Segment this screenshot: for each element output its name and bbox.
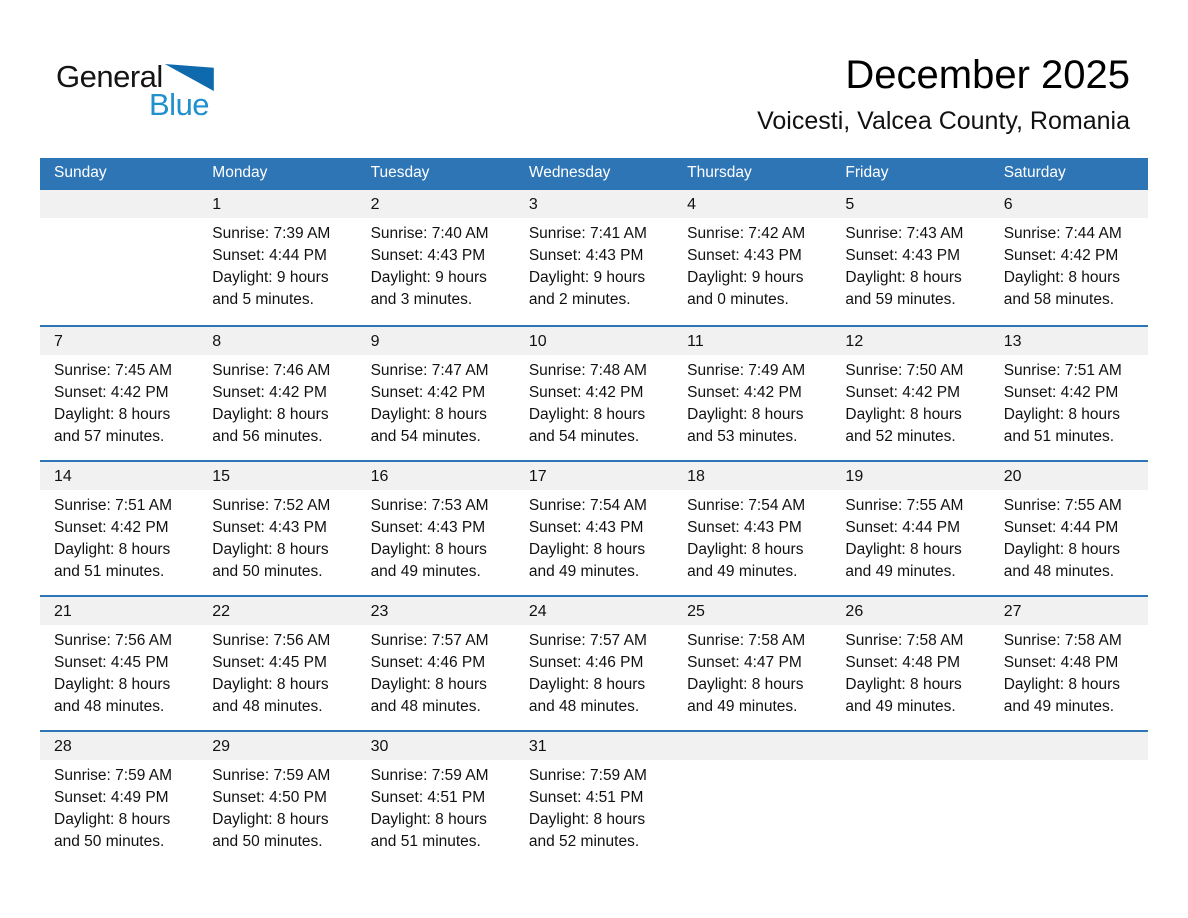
sunset-line: Sunset: 4:48 PM <box>1003 654 1119 671</box>
sunset-line: Sunset: 4:44 PM <box>845 519 961 536</box>
day-details <box>990 355 1148 448</box>
daylight-line-minutes: and 58 minutes. <box>1003 291 1114 308</box>
daylight-line-minutes: and 5 minutes. <box>212 291 314 308</box>
weekday-header-monday: Monday <box>212 164 268 181</box>
daylight-line-hours: Daylight: 8 hours <box>1003 541 1121 558</box>
daylight-line-hours: Daylight: 8 hours <box>212 811 329 828</box>
day-cell-28 <box>40 732 198 865</box>
weekday-header-wednesday: Wednesday <box>528 164 611 181</box>
sunset-line: Sunset: 4:42 PM <box>1003 384 1119 401</box>
daylight-line-hours: Daylight: 8 hours <box>687 541 804 558</box>
sunset-line: Sunset: 4:43 PM <box>212 519 327 536</box>
week-row <box>40 730 1148 865</box>
daylight-line-hours: Daylight: 8 hours <box>528 811 646 828</box>
sunrise-line: Sunrise: 7:51 AM <box>54 497 173 514</box>
day-cell-16 <box>357 462 515 595</box>
sunrise-line: Sunrise: 7:59 AM <box>528 767 647 784</box>
sunrise-line: Sunrise: 7:44 AM <box>1003 225 1122 242</box>
sunset-line: Sunset: 4:42 PM <box>54 384 169 401</box>
daylight-line-hours: Daylight: 8 hours <box>845 676 962 693</box>
sunset-line: Sunset: 4:42 PM <box>54 519 169 536</box>
daylight-line-minutes: and 59 minutes. <box>845 291 956 308</box>
day-cell-11 <box>673 327 831 460</box>
sunrise-line: Sunrise: 7:39 AM <box>212 225 331 242</box>
daylight-line-minutes: and 3 minutes. <box>370 291 473 308</box>
daylight-line-hours: Daylight: 8 hours <box>370 406 487 423</box>
daylight-line-hours: Daylight: 9 hours <box>370 269 487 286</box>
day-details <box>831 355 989 448</box>
daylight-line-minutes: and 54 minutes. <box>370 428 481 445</box>
day-cell-26 <box>831 597 989 730</box>
sunset-line: Sunset: 4:46 PM <box>370 654 486 671</box>
day-details <box>357 490 515 583</box>
daylight-line-minutes: and 48 minutes. <box>528 698 640 715</box>
day-cell-23 <box>357 597 515 730</box>
sunset-line: Sunset: 4:45 PM <box>54 654 169 671</box>
daylight-line-hours: Daylight: 8 hours <box>54 676 171 693</box>
empty-day-cell <box>990 732 1148 865</box>
sunrise-line: Sunrise: 7:47 AM <box>370 362 489 379</box>
daylight-line-minutes: and 49 minutes. <box>687 563 798 580</box>
daylight-line-minutes: and 48 minutes. <box>1003 563 1114 580</box>
sunrise-line: Sunrise: 7:57 AM <box>528 632 647 649</box>
sunset-line: Sunset: 4:47 PM <box>687 654 802 671</box>
day-details <box>831 218 989 311</box>
day-number: 13 <box>990 327 1148 355</box>
day-details <box>673 490 831 583</box>
day-cell-3 <box>515 190 673 325</box>
daylight-line-minutes: and 52 minutes. <box>845 428 956 445</box>
daylight-line-minutes: and 48 minutes. <box>212 698 323 715</box>
daylight-line-hours: Daylight: 9 hours <box>687 269 804 286</box>
empty-day-cell <box>673 732 831 865</box>
day-number <box>990 732 1148 760</box>
daylight-line-hours: Daylight: 8 hours <box>1003 406 1121 423</box>
daylight-line-hours: Daylight: 9 hours <box>528 269 646 286</box>
day-cell-8 <box>198 327 356 460</box>
sunrise-line: Sunrise: 7:59 AM <box>212 767 331 784</box>
page-subtitle: Voicesti, Valcea County, Romania <box>757 107 1130 135</box>
day-details <box>40 625 198 718</box>
daylight-line-minutes: and 50 minutes. <box>212 563 323 580</box>
day-number: 15 <box>198 462 356 490</box>
sunset-line: Sunset: 4:48 PM <box>845 654 961 671</box>
day-details <box>673 355 831 448</box>
weekday-header-row <box>40 158 1148 190</box>
sunset-line: Sunset: 4:43 PM <box>687 519 802 536</box>
day-number: 23 <box>357 597 515 625</box>
sunset-line: Sunset: 4:49 PM <box>54 789 169 806</box>
day-details <box>831 490 989 583</box>
day-cell-15 <box>198 462 356 595</box>
weekday-header-saturday: Saturday <box>1003 164 1066 181</box>
day-details <box>357 355 515 448</box>
sunrise-line: Sunrise: 7:56 AM <box>54 632 173 649</box>
day-details <box>198 760 356 853</box>
day-number: 28 <box>40 732 198 760</box>
daylight-line-hours: Daylight: 8 hours <box>1003 676 1121 693</box>
sunrise-line: Sunrise: 7:42 AM <box>687 225 806 242</box>
weekday-header-tuesday: Tuesday <box>370 164 430 181</box>
daylight-line-minutes: and 54 minutes. <box>528 428 640 445</box>
day-cell-29 <box>198 732 356 865</box>
daylight-line-minutes: and 49 minutes. <box>528 563 640 580</box>
sunrise-line: Sunrise: 7:58 AM <box>1003 632 1122 649</box>
sunset-line: Sunset: 4:42 PM <box>370 384 486 401</box>
day-cell-19 <box>831 462 989 595</box>
daylight-line-minutes: and 49 minutes. <box>687 698 798 715</box>
day-details <box>990 218 1148 311</box>
sunrise-line: Sunrise: 7:54 AM <box>528 497 647 514</box>
sunset-line: Sunset: 4:43 PM <box>687 247 802 264</box>
day-cell-13 <box>990 327 1148 460</box>
week-row <box>40 190 1148 325</box>
day-number: 17 <box>515 462 673 490</box>
day-cell-21 <box>40 597 198 730</box>
daylight-line-minutes: and 57 minutes. <box>54 428 165 445</box>
daylight-line-minutes: and 50 minutes. <box>212 833 323 850</box>
day-number: 9 <box>357 327 515 355</box>
sunrise-line: Sunrise: 7:59 AM <box>370 767 489 784</box>
sunrise-line: Sunrise: 7:49 AM <box>687 362 806 379</box>
sunset-line: Sunset: 4:51 PM <box>370 789 486 806</box>
daylight-line-hours: Daylight: 8 hours <box>370 676 487 693</box>
sunset-line: Sunset: 4:43 PM <box>370 519 486 536</box>
sunrise-line: Sunrise: 7:46 AM <box>212 362 331 379</box>
daylight-line-minutes: and 49 minutes. <box>845 698 956 715</box>
daylight-line-minutes: and 2 minutes. <box>528 291 631 308</box>
sunset-line: Sunset: 4:44 PM <box>1003 519 1119 536</box>
daylight-line-minutes: and 48 minutes. <box>54 698 165 715</box>
daylight-line-hours: Daylight: 8 hours <box>370 811 487 828</box>
daylight-line-hours: Daylight: 8 hours <box>845 541 962 558</box>
daylight-line-hours: Daylight: 8 hours <box>687 676 804 693</box>
sunrise-line: Sunrise: 7:55 AM <box>845 497 964 514</box>
day-number: 10 <box>515 327 673 355</box>
day-number <box>673 732 831 760</box>
daylight-line-hours: Daylight: 8 hours <box>54 406 171 423</box>
daylight-line-hours: Daylight: 8 hours <box>1003 269 1121 286</box>
day-cell-14 <box>40 462 198 595</box>
daylight-line-hours: Daylight: 8 hours <box>370 541 487 558</box>
daylight-line-minutes: and 48 minutes. <box>370 698 481 715</box>
day-number: 5 <box>831 190 989 218</box>
daylight-line-hours: Daylight: 8 hours <box>54 541 171 558</box>
logo-text-blue: Blue <box>149 87 210 123</box>
empty-day-cell <box>40 190 198 325</box>
day-cell-4 <box>673 190 831 325</box>
day-number: 18 <box>673 462 831 490</box>
day-details <box>515 625 673 718</box>
logo-text-general: General <box>56 59 163 94</box>
day-details <box>673 625 831 718</box>
day-cell-5 <box>831 190 989 325</box>
day-details <box>357 625 515 718</box>
week-row <box>40 595 1148 730</box>
sunrise-line: Sunrise: 7:54 AM <box>687 497 806 514</box>
day-cell-10 <box>515 327 673 460</box>
day-number: 12 <box>831 327 989 355</box>
sunset-line: Sunset: 4:50 PM <box>212 789 327 806</box>
daylight-line-hours: Daylight: 8 hours <box>528 541 646 558</box>
day-number: 16 <box>357 462 515 490</box>
sunrise-line: Sunrise: 7:52 AM <box>212 497 331 514</box>
daylight-line-hours: Daylight: 8 hours <box>54 811 171 828</box>
weekday-header-friday: Friday <box>845 164 889 181</box>
general-blue-logo <box>56 60 214 122</box>
weekday-header-thursday: Thursday <box>687 164 752 181</box>
day-cell-2 <box>357 190 515 325</box>
sunset-line: Sunset: 4:42 PM <box>845 384 961 401</box>
day-details <box>515 218 673 311</box>
daylight-line-minutes: and 52 minutes. <box>528 833 640 850</box>
daylight-line-hours: Daylight: 8 hours <box>212 406 329 423</box>
empty-day-cell <box>831 732 989 865</box>
day-cell-6 <box>990 190 1148 325</box>
day-number: 3 <box>515 190 673 218</box>
day-cell-30 <box>357 732 515 865</box>
title-block <box>757 52 1130 136</box>
day-number: 7 <box>40 327 198 355</box>
daylight-line-hours: Daylight: 9 hours <box>212 269 329 286</box>
day-details <box>198 218 356 311</box>
sunrise-line: Sunrise: 7:51 AM <box>1003 362 1122 379</box>
day-number: 11 <box>673 327 831 355</box>
day-number: 26 <box>831 597 989 625</box>
sunrise-line: Sunrise: 7:45 AM <box>54 362 173 379</box>
sunset-line: Sunset: 4:45 PM <box>212 654 327 671</box>
day-number: 8 <box>198 327 356 355</box>
sunrise-line: Sunrise: 7:41 AM <box>528 225 647 242</box>
day-cell-9 <box>357 327 515 460</box>
sunrise-line: Sunrise: 7:53 AM <box>370 497 489 514</box>
day-details <box>357 760 515 853</box>
daylight-line-minutes: and 51 minutes. <box>370 833 481 850</box>
day-details <box>40 760 198 853</box>
sunrise-line: Sunrise: 7:50 AM <box>845 362 964 379</box>
day-details <box>198 625 356 718</box>
daylight-line-hours: Daylight: 8 hours <box>212 676 329 693</box>
day-number <box>40 190 198 218</box>
day-number: 29 <box>198 732 356 760</box>
daylight-line-minutes: and 49 minutes. <box>845 563 956 580</box>
calendar-table <box>40 158 1148 865</box>
day-details <box>515 355 673 448</box>
sunset-line: Sunset: 4:43 PM <box>845 247 961 264</box>
calendar-weeks <box>40 190 1148 865</box>
daylight-line-hours: Daylight: 8 hours <box>528 406 646 423</box>
sunset-line: Sunset: 4:42 PM <box>212 384 327 401</box>
day-cell-25 <box>673 597 831 730</box>
daylight-line-minutes: and 51 minutes. <box>54 563 165 580</box>
day-cell-12 <box>831 327 989 460</box>
sunset-line: Sunset: 4:43 PM <box>528 247 644 264</box>
day-details <box>357 218 515 311</box>
daylight-line-minutes: and 56 minutes. <box>212 428 323 445</box>
sunrise-line: Sunrise: 7:55 AM <box>1003 497 1122 514</box>
day-number: 21 <box>40 597 198 625</box>
day-cell-31 <box>515 732 673 865</box>
day-number: 1 <box>198 190 356 218</box>
daylight-line-minutes: and 53 minutes. <box>687 428 798 445</box>
day-details <box>40 355 198 448</box>
daylight-line-hours: Daylight: 8 hours <box>212 541 329 558</box>
day-number: 30 <box>357 732 515 760</box>
day-number: 22 <box>198 597 356 625</box>
daylight-line-hours: Daylight: 8 hours <box>687 406 804 423</box>
day-details <box>198 355 356 448</box>
day-details <box>673 218 831 311</box>
day-cell-27 <box>990 597 1148 730</box>
sunrise-line: Sunrise: 7:40 AM <box>370 225 489 242</box>
day-number: 24 <box>515 597 673 625</box>
sunrise-line: Sunrise: 7:43 AM <box>845 225 964 242</box>
page-title: December 2025 <box>845 53 1130 97</box>
sunset-line: Sunset: 4:42 PM <box>528 384 644 401</box>
sunset-line: Sunset: 4:46 PM <box>528 654 644 671</box>
sunset-line: Sunset: 4:42 PM <box>1003 247 1119 264</box>
sunset-line: Sunset: 4:51 PM <box>528 789 644 806</box>
day-details <box>990 625 1148 718</box>
day-cell-1 <box>198 190 356 325</box>
daylight-line-minutes: and 50 minutes. <box>54 833 165 850</box>
day-cell-7 <box>40 327 198 460</box>
day-cell-18 <box>673 462 831 595</box>
day-details <box>515 490 673 583</box>
sunset-line: Sunset: 4:42 PM <box>687 384 802 401</box>
daylight-line-minutes: and 49 minutes. <box>370 563 481 580</box>
day-number: 2 <box>357 190 515 218</box>
daylight-line-hours: Daylight: 8 hours <box>845 406 962 423</box>
day-number: 4 <box>673 190 831 218</box>
sunrise-line: Sunrise: 7:58 AM <box>845 632 964 649</box>
sunrise-line: Sunrise: 7:59 AM <box>54 767 173 784</box>
sunrise-line: Sunrise: 7:58 AM <box>687 632 806 649</box>
day-number: 25 <box>673 597 831 625</box>
sunrise-line: Sunrise: 7:56 AM <box>212 632 331 649</box>
day-number: 6 <box>990 190 1148 218</box>
week-row <box>40 460 1148 595</box>
daylight-line-hours: Daylight: 8 hours <box>845 269 962 286</box>
day-number: 27 <box>990 597 1148 625</box>
day-cell-20 <box>990 462 1148 595</box>
day-cell-22 <box>198 597 356 730</box>
sunrise-line: Sunrise: 7:48 AM <box>528 362 647 379</box>
day-number: 14 <box>40 462 198 490</box>
day-number: 20 <box>990 462 1148 490</box>
day-details <box>990 490 1148 583</box>
daylight-line-minutes: and 49 minutes. <box>1003 698 1114 715</box>
day-details <box>198 490 356 583</box>
sunset-line: Sunset: 4:43 PM <box>370 247 486 264</box>
day-number <box>831 732 989 760</box>
day-cell-17 <box>515 462 673 595</box>
daylight-line-minutes: and 0 minutes. <box>687 291 789 308</box>
sunrise-line: Sunrise: 7:57 AM <box>370 632 489 649</box>
day-number: 31 <box>515 732 673 760</box>
day-details <box>40 490 198 583</box>
day-details <box>515 760 673 853</box>
week-row <box>40 325 1148 460</box>
daylight-line-hours: Daylight: 8 hours <box>528 676 646 693</box>
day-details <box>831 625 989 718</box>
day-number: 19 <box>831 462 989 490</box>
weekday-header-sunday: Sunday <box>54 164 107 181</box>
sunset-line: Sunset: 4:43 PM <box>528 519 644 536</box>
daylight-line-minutes: and 51 minutes. <box>1003 428 1114 445</box>
sunset-line: Sunset: 4:44 PM <box>212 247 327 264</box>
day-cell-24 <box>515 597 673 730</box>
